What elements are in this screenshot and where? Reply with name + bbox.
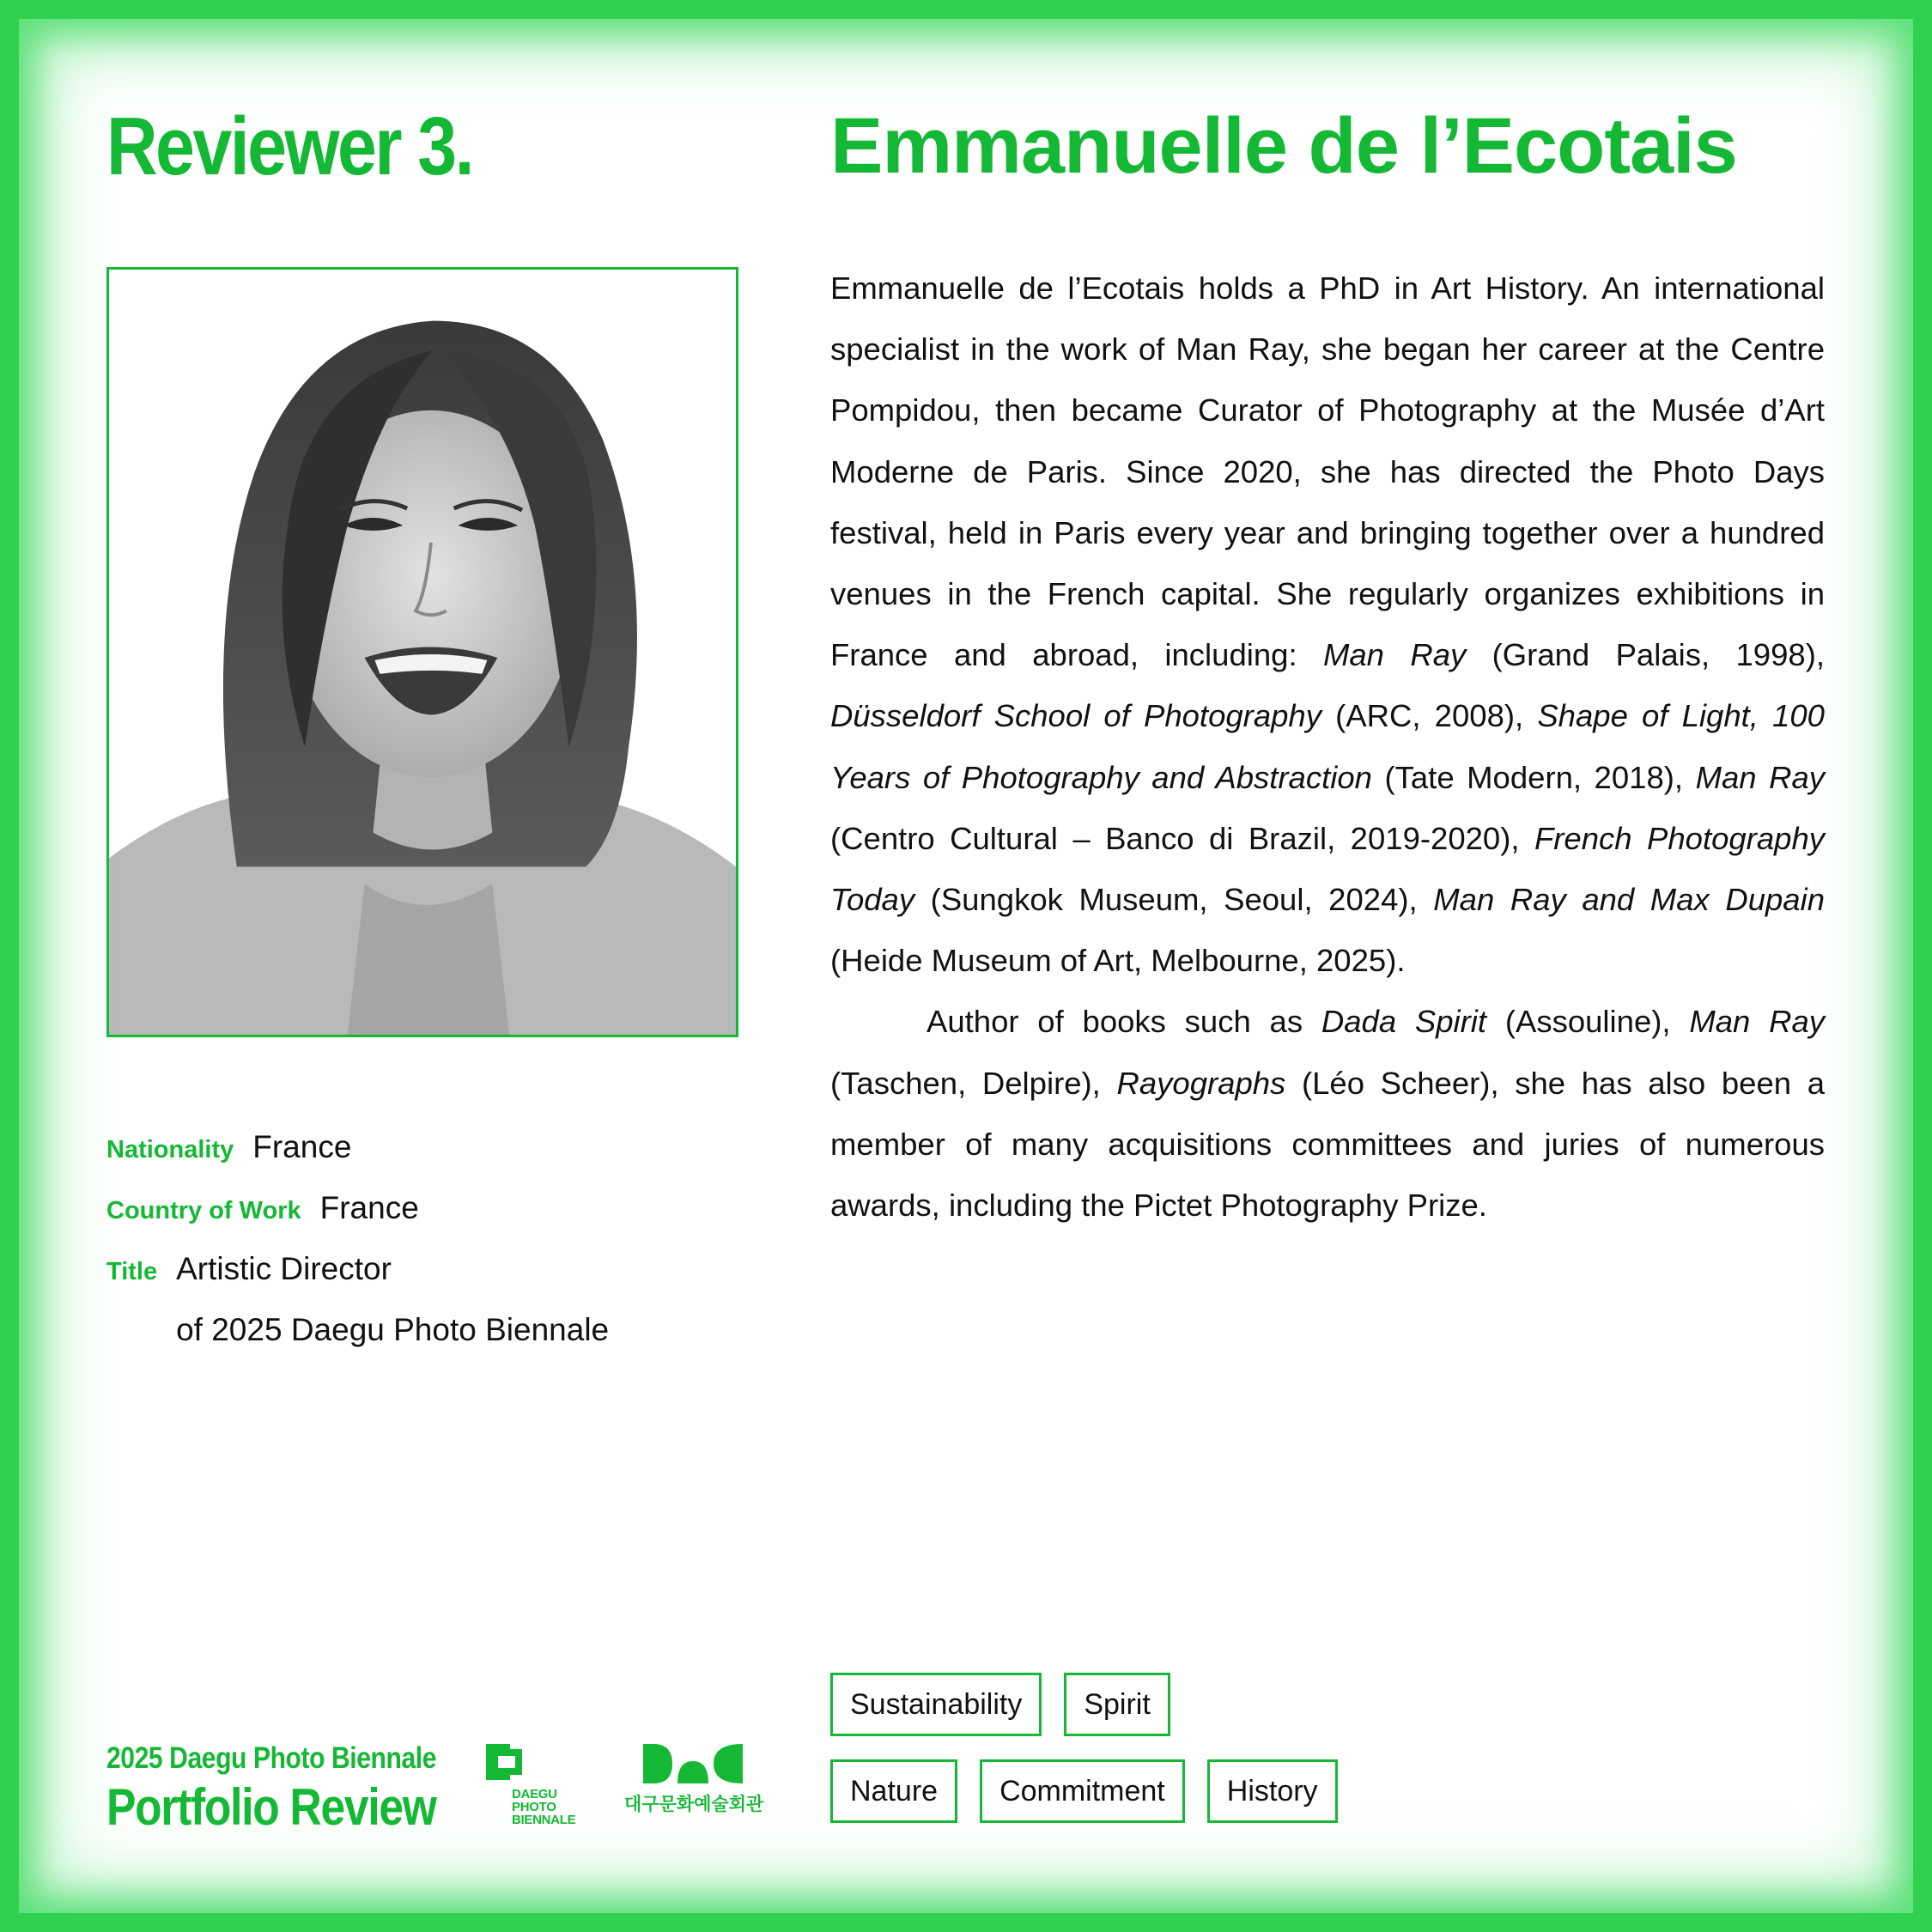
country-row (106, 1177, 759, 1238)
tag-history: History (1207, 1759, 1338, 1823)
bio-text: (Tate Modern, 2018), (1371, 759, 1696, 795)
bio-text: (Centro Cultural – Banco di Brazil, 2019-2020), (830, 820, 1534, 856)
bio-italic-title: Man Ray (1322, 637, 1467, 673)
tag-spirit: Spirit (1064, 1673, 1170, 1736)
bio-paragraph-2 (830, 991, 1825, 1236)
bio-italic-title: Dada Spirit (1321, 1004, 1487, 1040)
bio-italic-title: Düsseldorf School of Photography (830, 698, 1321, 734)
portrait-illustration (109, 270, 736, 1035)
bio-italic-title: Shape of Light, 100 Years of Photography and Abstraction (830, 698, 1825, 795)
dpb-logo-text-line: DAEGU (512, 1787, 557, 1801)
bio-italic-title: French Photography Today (830, 820, 1825, 918)
reviewer-name: Emmanuelle de l’Ecotais (830, 102, 1737, 190)
bio-text: (Sungkok Museum, Seoul, 2024), (914, 882, 1434, 918)
country-label: Country of Work (106, 1197, 301, 1224)
daegu-photo-biennale-logo (486, 1744, 589, 1830)
bio-italic-title: Man Ray and Max Dupain (1433, 882, 1825, 918)
bio-text: Emmanuelle de l’Ecotais holds a PhD in Art History. An international specialist in the work of Man Ray, she began her career at the Centre Pompidou, then became Curator of Photography at the Musée d’Art Moderne de Paris. Since 2020, she has directed the Photo Days festival, held in Paris every year and bringing together over a hundred venues in the French capital. She regularly organizes exhibitions in France and abroad, including: (830, 270, 1825, 673)
title-label: Title (106, 1258, 158, 1285)
bio-text: (Heide Museum of Art, Melbourne, 2025). (830, 943, 1406, 979)
tag-row-2 (830, 1759, 1826, 1823)
country-value: France (319, 1190, 419, 1225)
dpb-logo-text-line: PHOTO (512, 1800, 556, 1814)
title-row (106, 1238, 759, 1360)
dpb-logo-text-line: BIENNALE (512, 1813, 576, 1827)
title-line-1: Artistic Director (176, 1251, 392, 1286)
nationality-row (106, 1116, 759, 1177)
bio-text: (Grand Palais, 1998), (1466, 637, 1825, 673)
keyword-tags (830, 1673, 1826, 1846)
bio-text: Author of books such as (927, 1004, 1321, 1040)
dac-logo-text: 대구문화예술회관 (624, 1795, 764, 1814)
daegu-arts-center-logo (624, 1744, 764, 1830)
bio-italic-title: Man Ray (1689, 1004, 1825, 1040)
dac-logo-icon (643, 1744, 743, 1783)
nationality-value: France (252, 1129, 352, 1164)
nationality-label: Nationality (106, 1136, 234, 1163)
title-line-2: of 2025 Daegu Photo Biennale (176, 1312, 610, 1347)
portrait-photo (106, 267, 738, 1037)
reviewer-details (106, 1116, 759, 1380)
dpb-logo-text (512, 1788, 589, 1826)
tag-row-1 (830, 1673, 1826, 1736)
tag-nature: Nature (830, 1759, 957, 1823)
event-title-line-1: 2025 Daegu Photo Biennale (106, 1741, 437, 1775)
bio-text: (Léo Scheer), she has also been a member of many acquisitions committees and juries of numerous awards, including the Pictet Photography Prize. (830, 1065, 1826, 1224)
bio-italic-title: Rayographs (1116, 1065, 1286, 1101)
bio-text: (Assouline), (1486, 1004, 1690, 1040)
bio-paragraph-1 (830, 258, 1825, 991)
biography (830, 258, 1825, 1236)
dpb-logo-icon (486, 1744, 534, 1780)
event-title (106, 1741, 436, 1838)
bio-text: (ARC, 2008), (1321, 698, 1538, 734)
bio-text: (Taschen, Delpire), (830, 1065, 1117, 1101)
tag-commitment: Commitment (980, 1759, 1185, 1823)
bio-italic-title: Man Ray (1695, 759, 1826, 795)
title-value (176, 1238, 609, 1360)
reviewer-number: Reviewer 3. (106, 100, 472, 192)
tag-sustainability: Sustainability (830, 1673, 1042, 1736)
event-title-line-2: Portfolio Review (106, 1778, 436, 1836)
